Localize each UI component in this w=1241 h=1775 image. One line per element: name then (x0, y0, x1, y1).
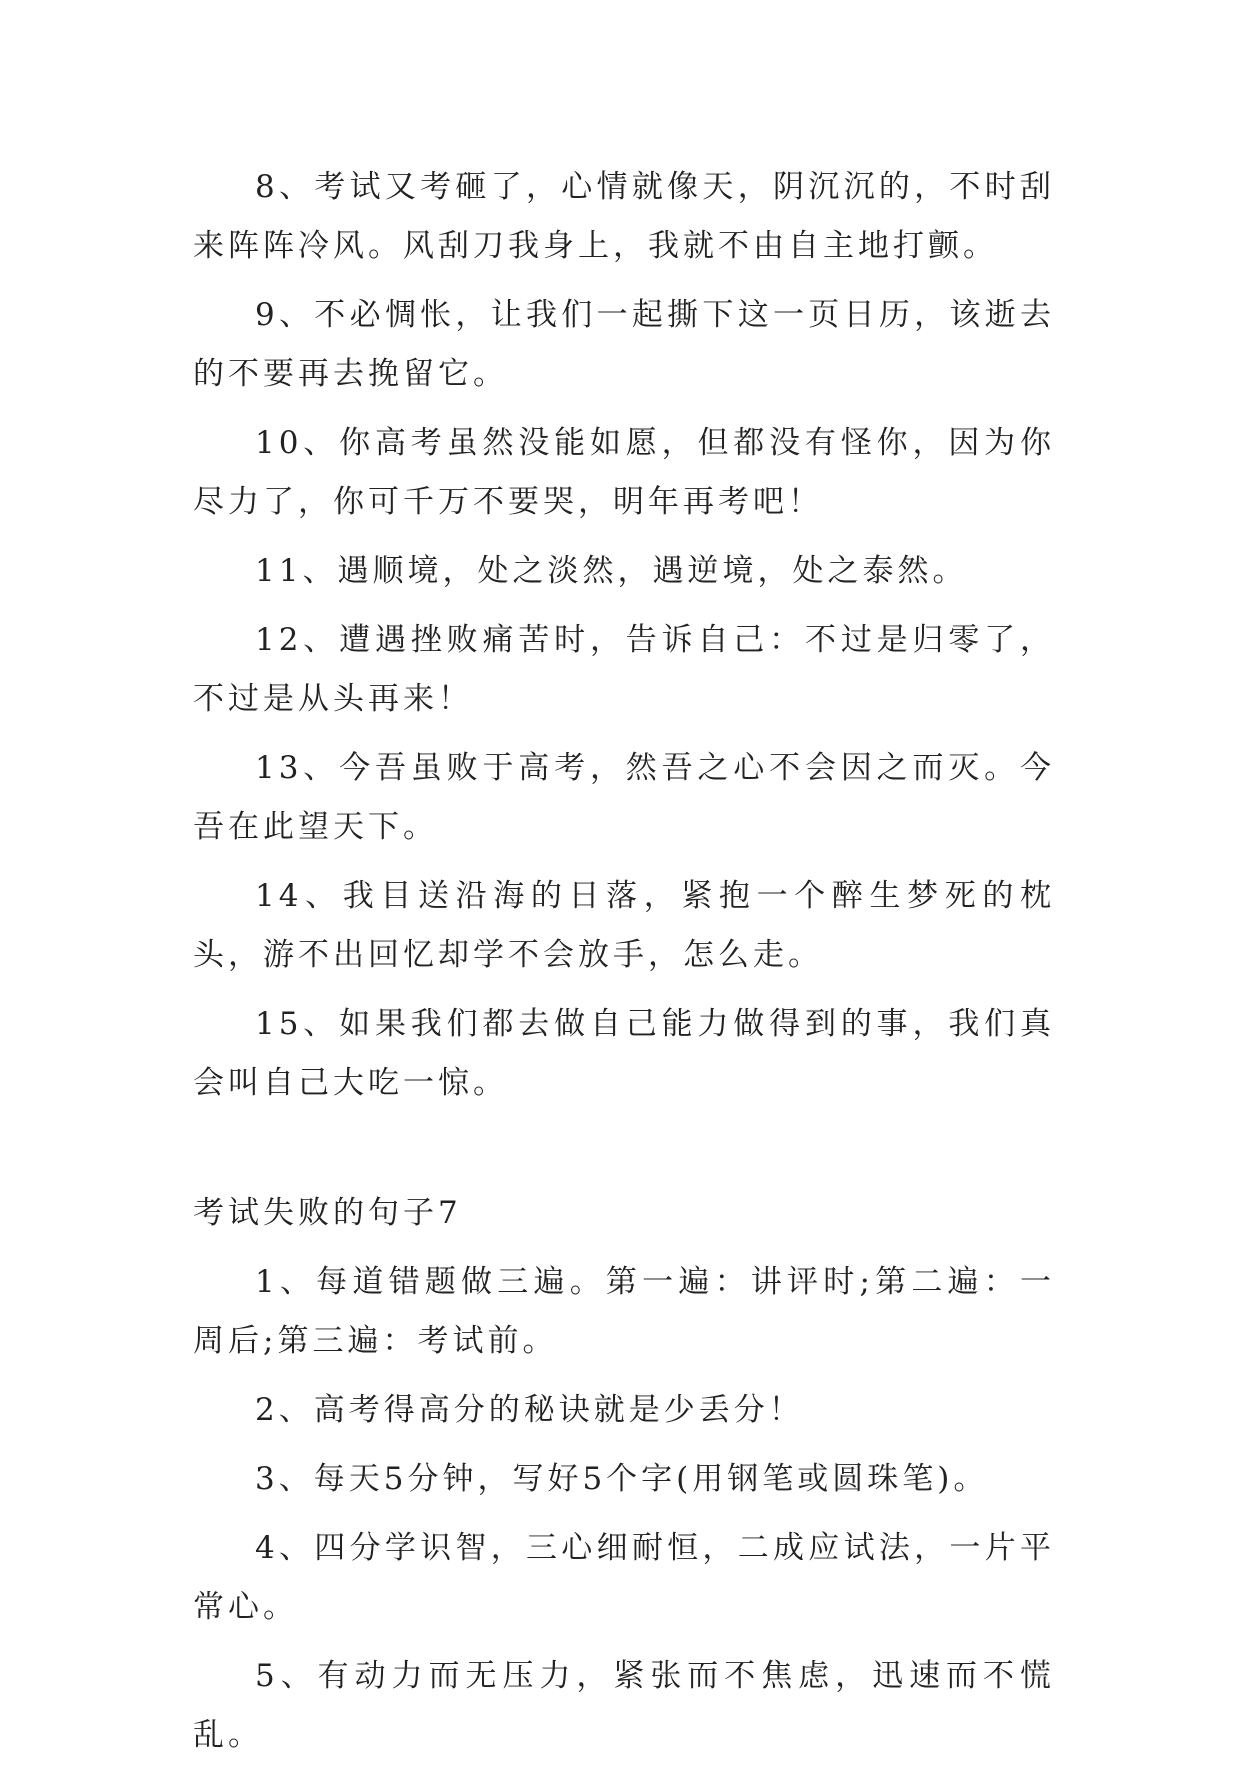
list-item: 14、我目送沿海的日落，紧抱一个醉生梦死的枕头，游不出回忆却学不会放手，怎么走。 (193, 878, 1055, 973)
list-item: 15、如果我们都去做自己能力做得到的事，我们真会叫自己大吃一惊。 (193, 1006, 1055, 1101)
list-item: 11、遇顺境，处之淡然，遇逆境，处之泰然。 (255, 553, 968, 589)
list-item: 12、遭遇挫败痛苦时，告诉自己：不过是归零了，不过是从头再来！ (193, 622, 1055, 717)
list-item: 8、考试又考砸了，心情就像天，阴沉沉的，不时刮来阵阵冷风。风刮刀我身上，我就不由自主地打颤。 (193, 169, 1055, 264)
list-item: 2、高考得高分的秘诀就是少丢分！ (255, 1392, 804, 1428)
list-item: 9、不必惆怅，让我们一起撕下这一页日历，该逝去的不要再去挽留它。 (193, 297, 1055, 392)
document-body (193, 158, 1055, 1775)
list-item: 3、每天5分钟，写好5个字(用钢笔或圆珠笔)。 (255, 1461, 989, 1497)
list-item: 4、四分学识智，三心细耐恒，二成应试法，一片平常心。 (193, 1530, 1055, 1625)
list-item: 5、有动力而无压力，紧张而不焦虑，迅速而不慌乱。 (193, 1658, 1055, 1753)
list-item: 10、你高考虽然没能如愿，但都没有怪你，因为你尽力了，你可千万不要哭，明年再考吧！ (193, 425, 1055, 520)
list-item: 1、每道错题做三遍。第一遍：讲评时;第二遍：一周后;第三遍：考试前。 (193, 1264, 1055, 1359)
list-item: 13、今吾虽败于高考，然吾之心不会因之而灭。今吾在此望天下。 (193, 750, 1055, 845)
section-heading: 考试失败的句子7 (193, 1195, 462, 1231)
